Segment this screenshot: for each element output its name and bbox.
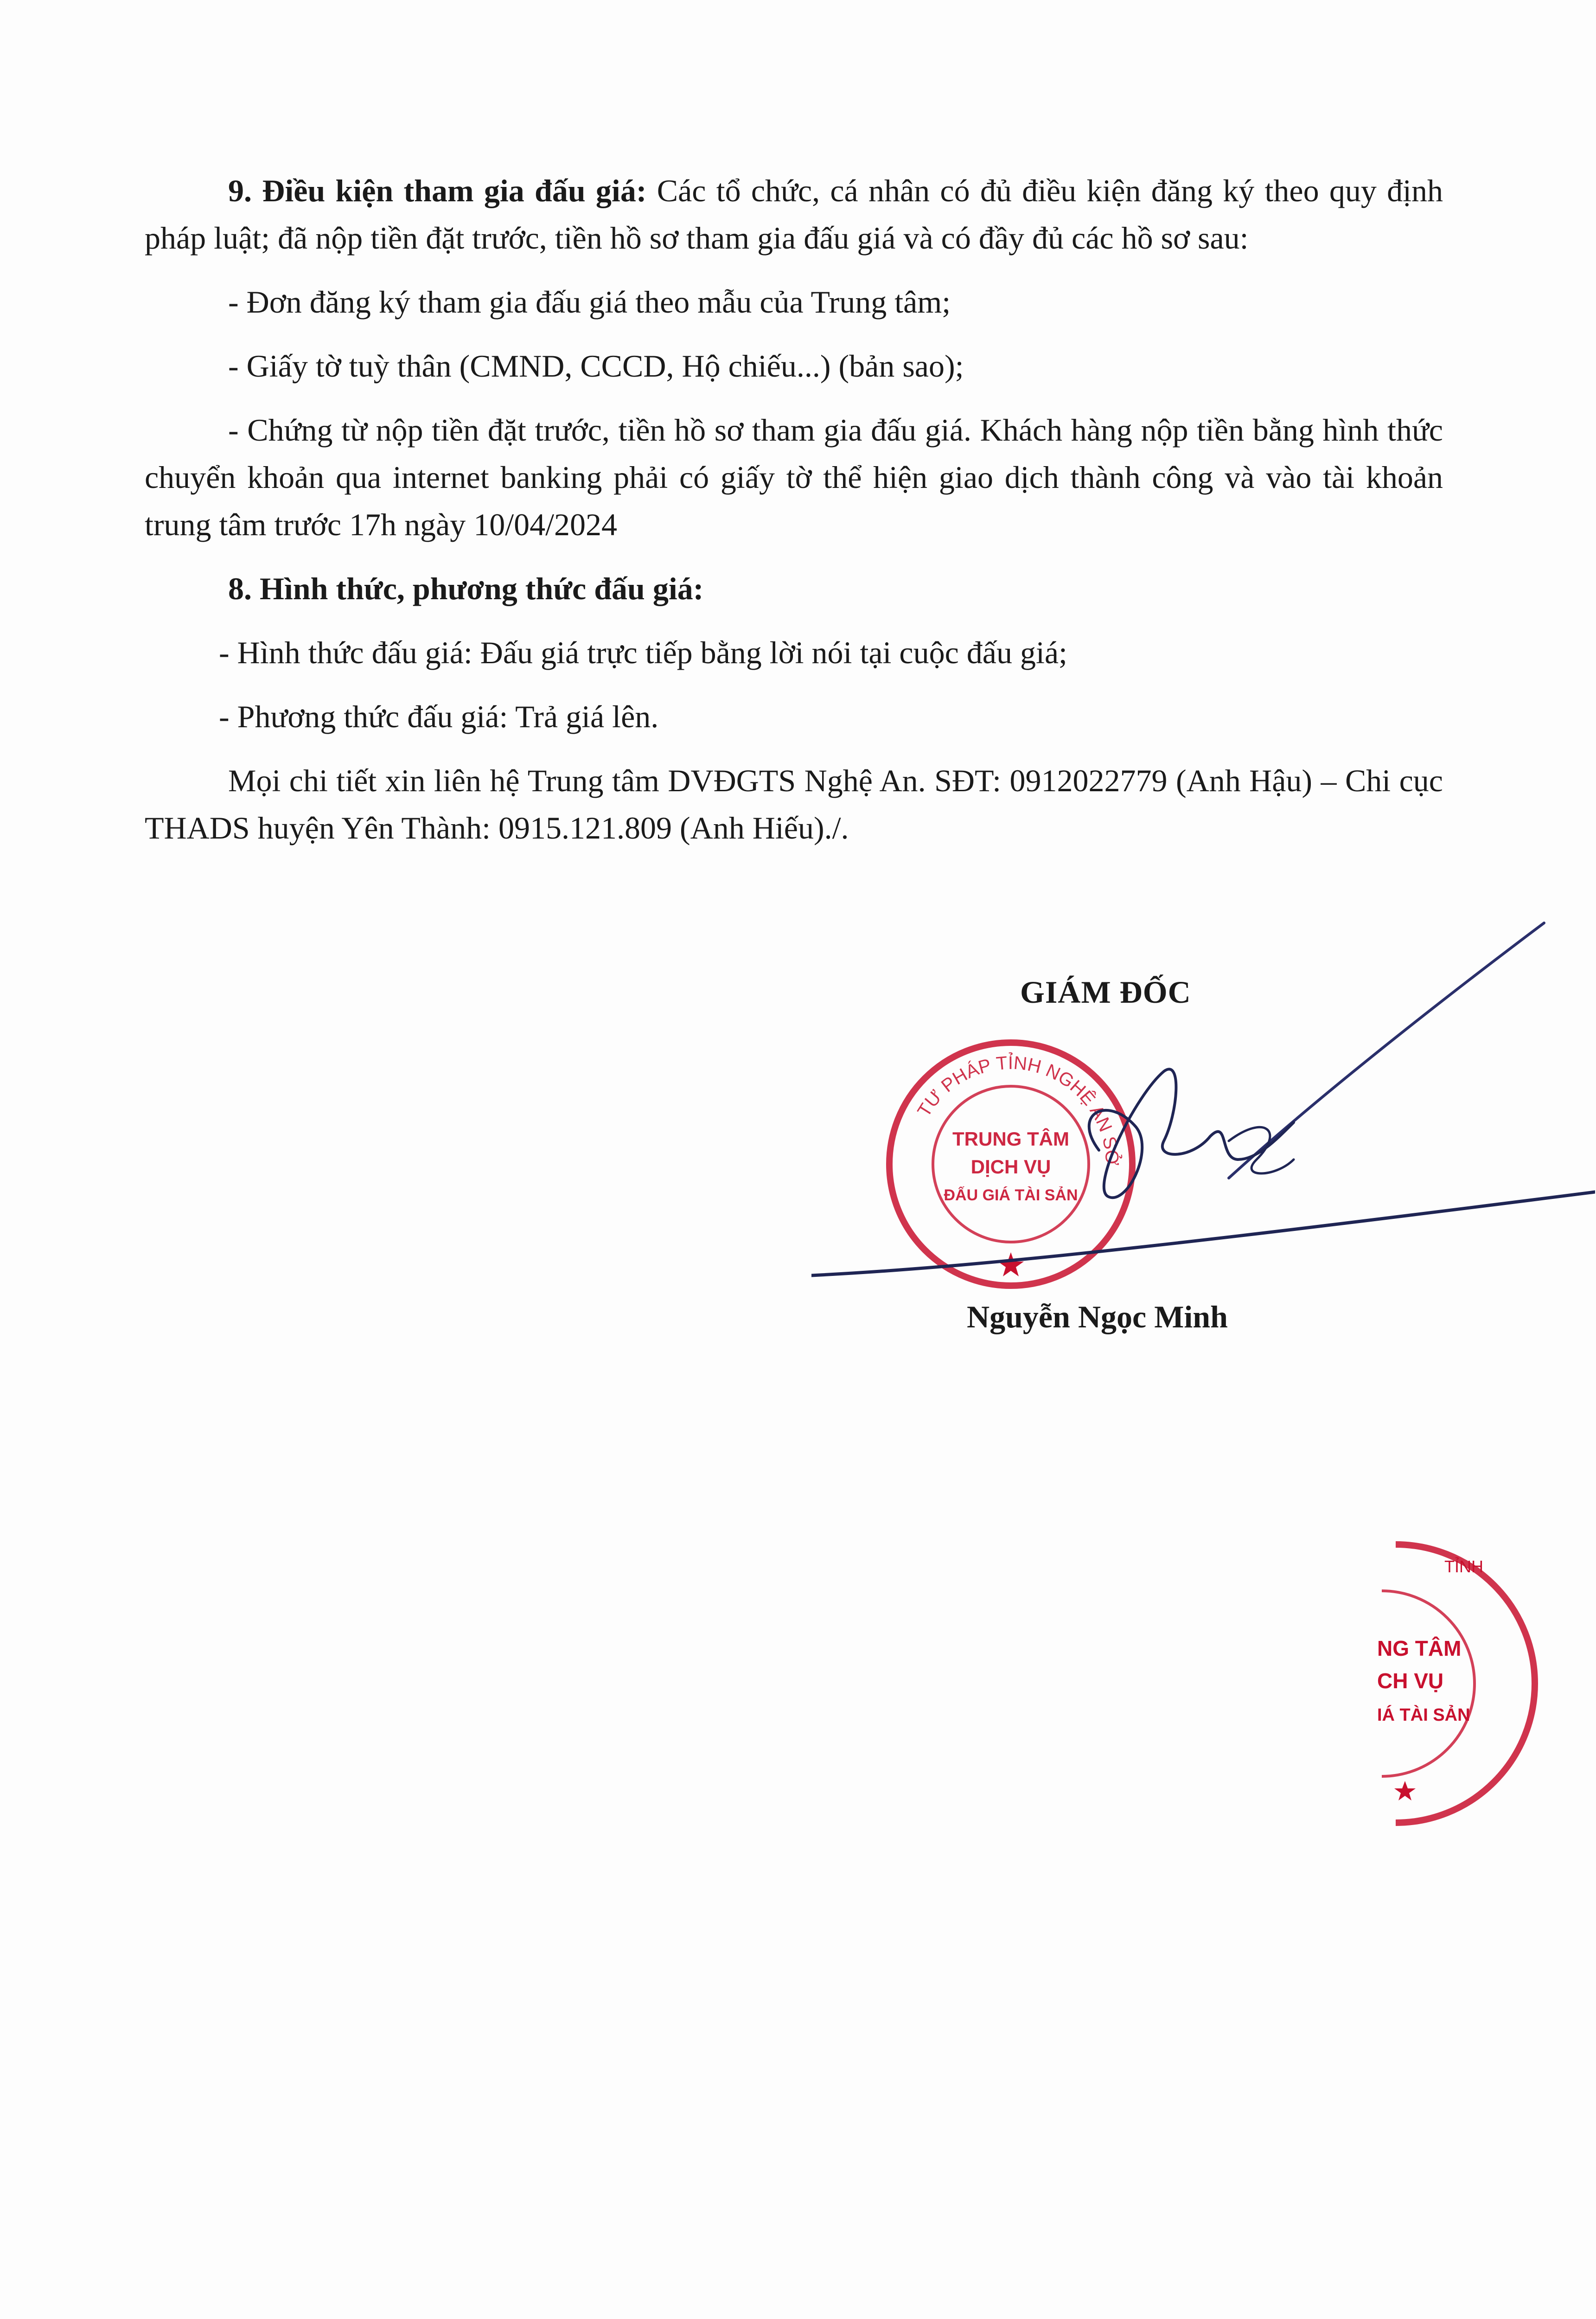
document-body bbox=[145, 167, 1443, 852]
partial-seal bbox=[1368, 1531, 1553, 1827]
auction-method-item: - Phương thức đấu giá: Trả giá lên. bbox=[219, 699, 659, 734]
section-8-heading: 8. Hình thức, phương thức đấu giá: bbox=[228, 571, 704, 606]
section-9-paragraph bbox=[145, 167, 1443, 262]
signer-name: Nguyễn Ngọc Minh bbox=[967, 1299, 1228, 1334]
stamp-ring-text: TƯ PHÁP TỈNH NGHỆ AN SỞ bbox=[913, 1052, 1123, 1166]
requirement-item: - Giấy tờ tuỳ thân (CMND, CCCD, Hộ chiếu...) (bản sao); bbox=[228, 348, 964, 384]
handwritten-signature bbox=[811, 918, 1595, 1299]
stamp-line: ĐẤU GIÁ TÀI SẢN bbox=[944, 1186, 1078, 1204]
requirement-item: - Đơn đăng ký tham gia đấu giá theo mẫu của Trung tâm; bbox=[228, 284, 951, 320]
partial-seal-wordmark bbox=[1377, 1557, 1483, 1725]
svg-text:CH VỤ: CH VỤ bbox=[1377, 1669, 1444, 1693]
contact-paragraph: Mọi chi tiết xin liên hệ Trung tâm DVĐGTS Nghệ An. SĐT: 0912022779 (Anh Hậu) – Chi cục THADS huyện Yên Thành: 0915.121.809 (Anh Hiếu)./. bbox=[145, 763, 1443, 846]
partial-seal-star-icon bbox=[1394, 1781, 1416, 1800]
section-9-intro: Các tổ chức, cá nhân có đủ điều kiện đăng ký theo quy định pháp luật; đã nộp tiền đặt trước, tiền hồ sơ tham gia đấu giá và có đầy đủ các hồ sơ sau: bbox=[145, 173, 1443, 256]
section-9-heading: 9. Điều kiện tham gia đấu giá: bbox=[228, 173, 647, 208]
svg-text:NG TÂM: NG TÂM bbox=[1377, 1636, 1462, 1660]
stamp-line: TRUNG TÂM bbox=[952, 1128, 1069, 1150]
svg-text:IÁ TÀI SẢN: IÁ TÀI SẢN bbox=[1377, 1705, 1470, 1725]
stamp-line: DỊCH VỤ bbox=[970, 1156, 1051, 1178]
auction-method-item: - Hình thức đấu giá: Đấu giá trực tiếp bằng lời nói tại cuộc đấu giá; bbox=[219, 635, 1067, 670]
svg-text:TỈNH: TỈNH bbox=[1444, 1557, 1483, 1576]
requirement-item: - Chứng từ nộp tiền đặt trước, tiền hồ sơ tham gia đấu giá. Khách hàng nộp tiền bằng hình thức chuyển khoản qua internet banking phải có giấy tờ thể hiện giao dịch thành công và vào tài khoản trung tâm trước 17h ngày 10/04/2024 bbox=[145, 412, 1443, 542]
signer-title: GIÁM ĐỐC bbox=[1020, 974, 1191, 1010]
